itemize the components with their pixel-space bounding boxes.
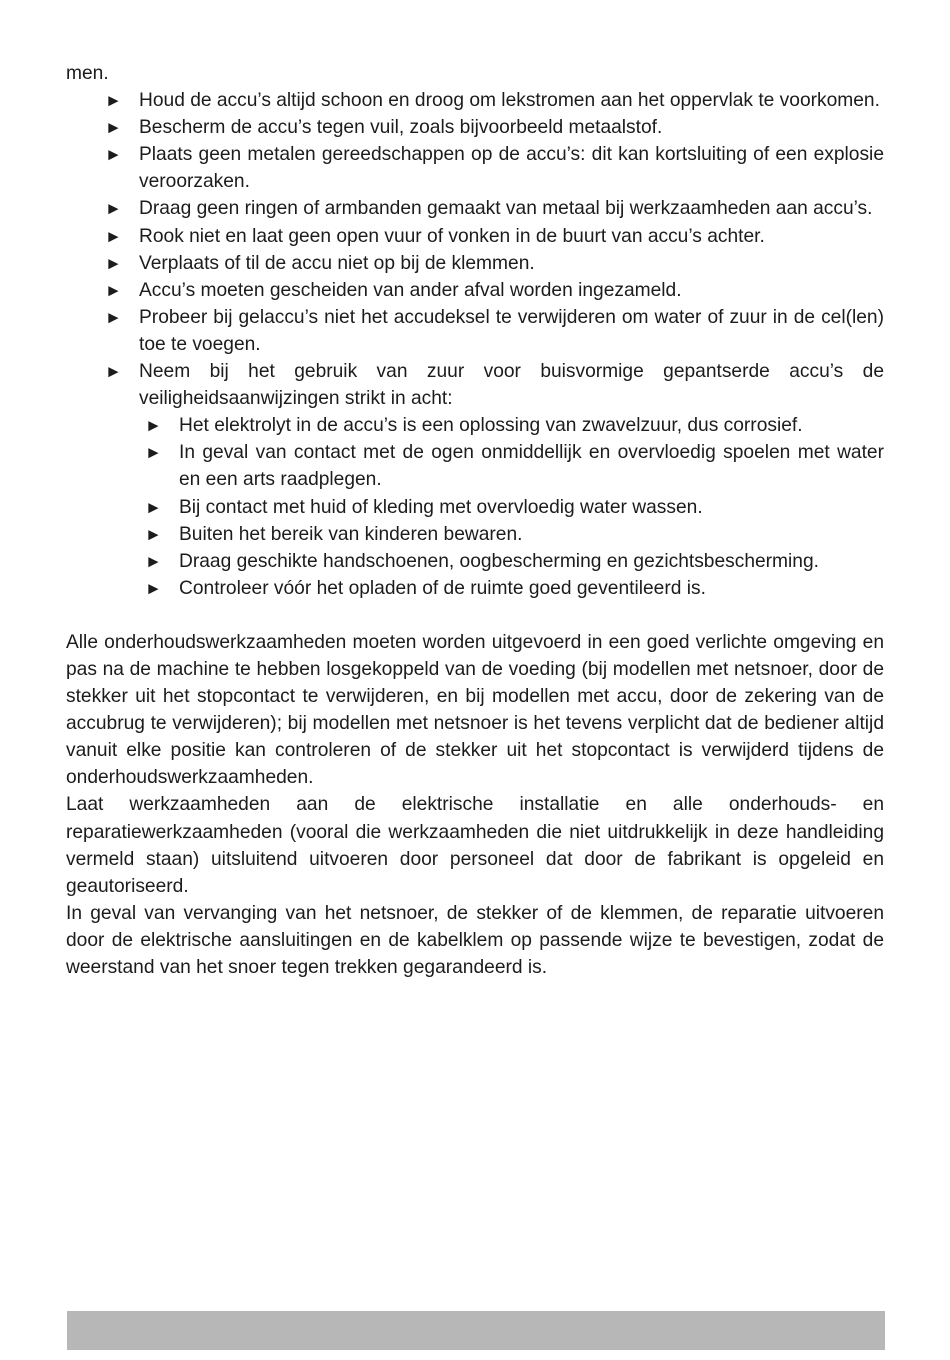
bullet-arrow-icon: ►	[105, 307, 122, 327]
bullet-arrow-icon: ►	[105, 118, 122, 138]
list-item	[105, 141, 884, 195]
list-item-text: Rook niet en laat geen open vuur of vonken in de buurt van accu’s achter.	[139, 225, 765, 247]
list-item	[105, 87, 884, 114]
footer-bar	[67, 1311, 885, 1350]
bullet-arrow-icon: ►	[105, 226, 122, 246]
bullet-arrow-icon: ►	[145, 443, 162, 463]
bullet-arrow-icon: ►	[105, 145, 122, 165]
list-item-text: Accu’s moeten gescheiden van ander afval worden ingezameld.	[139, 279, 682, 301]
acid-safety-sub-list	[139, 412, 884, 602]
sub-list-item-text: Controleer vóór het opladen of de ruimte goed geventileerd is.	[179, 577, 706, 599]
list-item	[105, 358, 884, 602]
list-item	[105, 114, 884, 141]
sub-list-item-text: Buiten het bereik van kinderen bewaren.	[179, 523, 523, 545]
bullet-arrow-icon: ►	[145, 497, 162, 517]
sub-list-item-text: In geval van contact met de ogen onmiddellijk en overvloedig spoelen met water en een arts raadplegen.	[179, 442, 884, 491]
section-spacer	[66, 602, 884, 629]
bullet-arrow-icon: ►	[105, 280, 122, 300]
safety-bullet-list	[66, 87, 884, 602]
list-item-text: Houd de accu’s altijd schoon en droog om lekstromen aan het oppervlak te voorkomen.	[139, 90, 880, 112]
sub-list-item	[145, 521, 884, 548]
sub-list-item	[145, 412, 884, 439]
list-item	[105, 250, 884, 277]
list-item-text: Probeer bij gelaccu’s niet het accudeksel te verwijderen om water of zuur in de cel(len) toe te voegen.	[139, 306, 884, 355]
bullet-arrow-icon: ►	[145, 551, 162, 571]
continuation-text: men.	[66, 63, 109, 84]
list-item	[105, 223, 884, 250]
list-item-text: Bescherm de accu’s tegen vuil, zoals bijvoorbeeld metaalstof.	[139, 117, 663, 139]
list-item	[105, 195, 884, 222]
bullet-arrow-icon: ►	[145, 416, 162, 436]
list-item-text: Neem bij het gebruik van zuur voor buisvormige gepantserde accu’s de veiligheidsaanwijzingen strikt in acht:	[139, 361, 884, 410]
page-content	[66, 60, 884, 981]
bullet-arrow-icon: ►	[105, 362, 122, 382]
electrical-work-paragraph: Laat werkzaamheden aan de elektrische installatie en alle onderhouds- en reparatiewerkzaamheden (vooral die werkzaamheden die niet uitdrukkelijk in deze handleiding vermeld staan) uitsluitend uitvoeren door personeel dat door de fabrikant is opgeleid en geautoriseerd.	[66, 794, 884, 897]
list-item	[105, 277, 884, 304]
sub-list-item	[145, 575, 884, 602]
bullet-arrow-icon: ►	[105, 91, 122, 111]
sub-list-item-text: Het elektrolyt in de accu’s is een oplossing van zwavelzuur, dus corrosief.	[179, 415, 803, 437]
list-item-text: Draag geen ringen of armbanden gemaakt van metaal bij werkzaamheden aan accu’s.	[139, 198, 873, 220]
bullet-arrow-icon: ►	[145, 578, 162, 598]
sub-list-item	[145, 439, 884, 493]
list-item	[105, 304, 884, 358]
maintenance-paragraph: Alle onderhoudswerkzaamheden moeten worden uitgevoerd in een goed verlichte omgeving en pas na de machine te hebben losgekoppeld van de voeding (bij modellen met netsnoer, door de stekker uit het stopcontact te verwijderen, en bij modellen met accu, door de zekering van de accubrug te verwijderen); bij modellen met netsnoer is het tevens verplicht dat de bediener altijd vanuit elke positie kan controleren of de stekker uit het stopcontact is verwijderd tijdens de onderhoudswerkzaamheden.	[66, 631, 884, 789]
list-item-text: Verplaats of til de accu niet op bij de klemmen.	[139, 252, 535, 274]
bullet-arrow-icon: ►	[145, 524, 162, 544]
sub-list-item-text: Draag geschikte handschoenen, oogbescherming en gezichtsbescherming.	[179, 550, 819, 572]
bullet-arrow-icon: ►	[105, 253, 122, 273]
cord-replacement-paragraph: In geval van vervanging van het netsnoer, de stekker of de klemmen, de reparatie uitvoeren door de elektrische aansluitingen en de kabelklem op passende wijze te bevestigen, zodat de weerstand van het snoer tegen trekken gegarandeerd is.	[66, 902, 884, 978]
sub-list-item	[145, 548, 884, 575]
list-item-text: Plaats geen metalen gereedschappen op de accu’s: dit kan kortsluiting of een explosie veroorzaken.	[139, 144, 884, 193]
sub-list-item-text: Bij contact met huid of kleding met overvloedig water wassen.	[179, 496, 703, 518]
sub-list-item	[145, 494, 884, 521]
bullet-arrow-icon: ►	[105, 199, 122, 219]
